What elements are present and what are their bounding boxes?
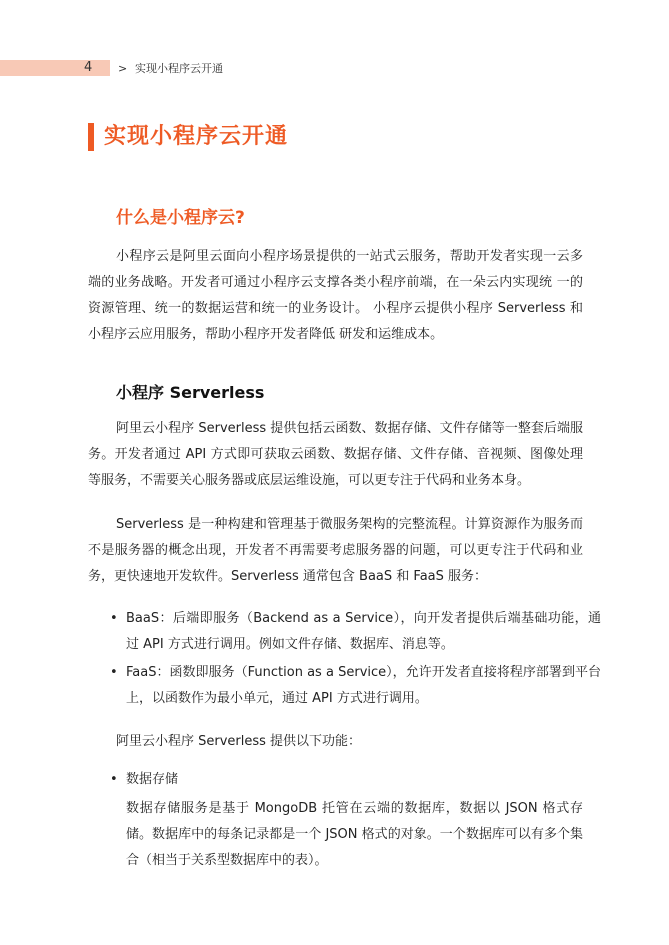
title-marker [88, 123, 94, 151]
bullet-dot: • [110, 772, 118, 787]
bullet-dot: • [110, 611, 118, 626]
feature-description: 数据存储服务是基于 MongoDB 托管在云端的数据库，数据以 JSON 格式存储。数据库中的每条记录都是一个 JSON 格式的对象。一个数据库可以有多个集合（相当于关系型数据库中的表）。 [126, 801, 583, 868]
intro-paragraph: 小程序云是阿里云面向小程序场景提供的一站式云服务，帮助开发者实现一云多端的业务战略。开发者可通过小程序云支撑各类小程序前端，在一朵云内实现统 一的资源管理、统一的数据运营和统一的业务设计。 小程序云提供小程序 Serverless 和小程序云应用服务，帮助小程序开发者降低 研发和运维成本。 [88, 249, 583, 342]
list-item-faas [108, 660, 601, 712]
feature-title: 数据存储 [126, 772, 179, 787]
features-intro: 阿里云小程序 Serverless 提供以下功能： [116, 734, 362, 749]
serverless-paragraph-2: Serverless 是一种构建和管理基于微服务架构的完整流程。计算资源作为服务而不是服务器的概念出现，开发者不再需要考虑服务器的问题，可以更专注于代码和业务，更快速地开发软件。Serverless 通常包含 BaaS 和 FaaS 服务： [88, 517, 583, 584]
list-item-data-storage [108, 767, 601, 793]
list-item-baas [108, 606, 601, 658]
list-item-text: FaaS：函数即服务（Function as a Service），允许开发者直接将程序部署到平台上，以函数作为最小单元，通过 API 方式进行调用。 [126, 665, 601, 706]
breadcrumb-separator: > [118, 62, 128, 75]
section-title-what-is: 什么是小程序云? [116, 208, 245, 228]
chapter-title: 实现小程序云开通 [104, 124, 289, 149]
section-title-serverless: 小程序 Serverless [116, 383, 265, 402]
header-bar [0, 60, 110, 76]
bullet-dot: • [110, 665, 118, 680]
serverless-paragraph-1: 阿里云小程序 Serverless 提供包括云函数、数据存储、文件存储等一整套后端服务。开发者通过 API 方式即可获取云函数、数据存储、文件存储、音视频、图像处理等服务，不需要关心服务器或底层运维设施，可以更专注于代码和业务本身。 [88, 421, 583, 488]
breadcrumb: 实现小程序云开通 [135, 62, 223, 75]
page-number: 4 [84, 60, 93, 75]
list-item-text: BaaS：后端即服务（Backend as a Service），向开发者提供后端基础功能，通过 API 方式进行调用。例如文件存储、数据库、消息等。 [126, 611, 601, 652]
